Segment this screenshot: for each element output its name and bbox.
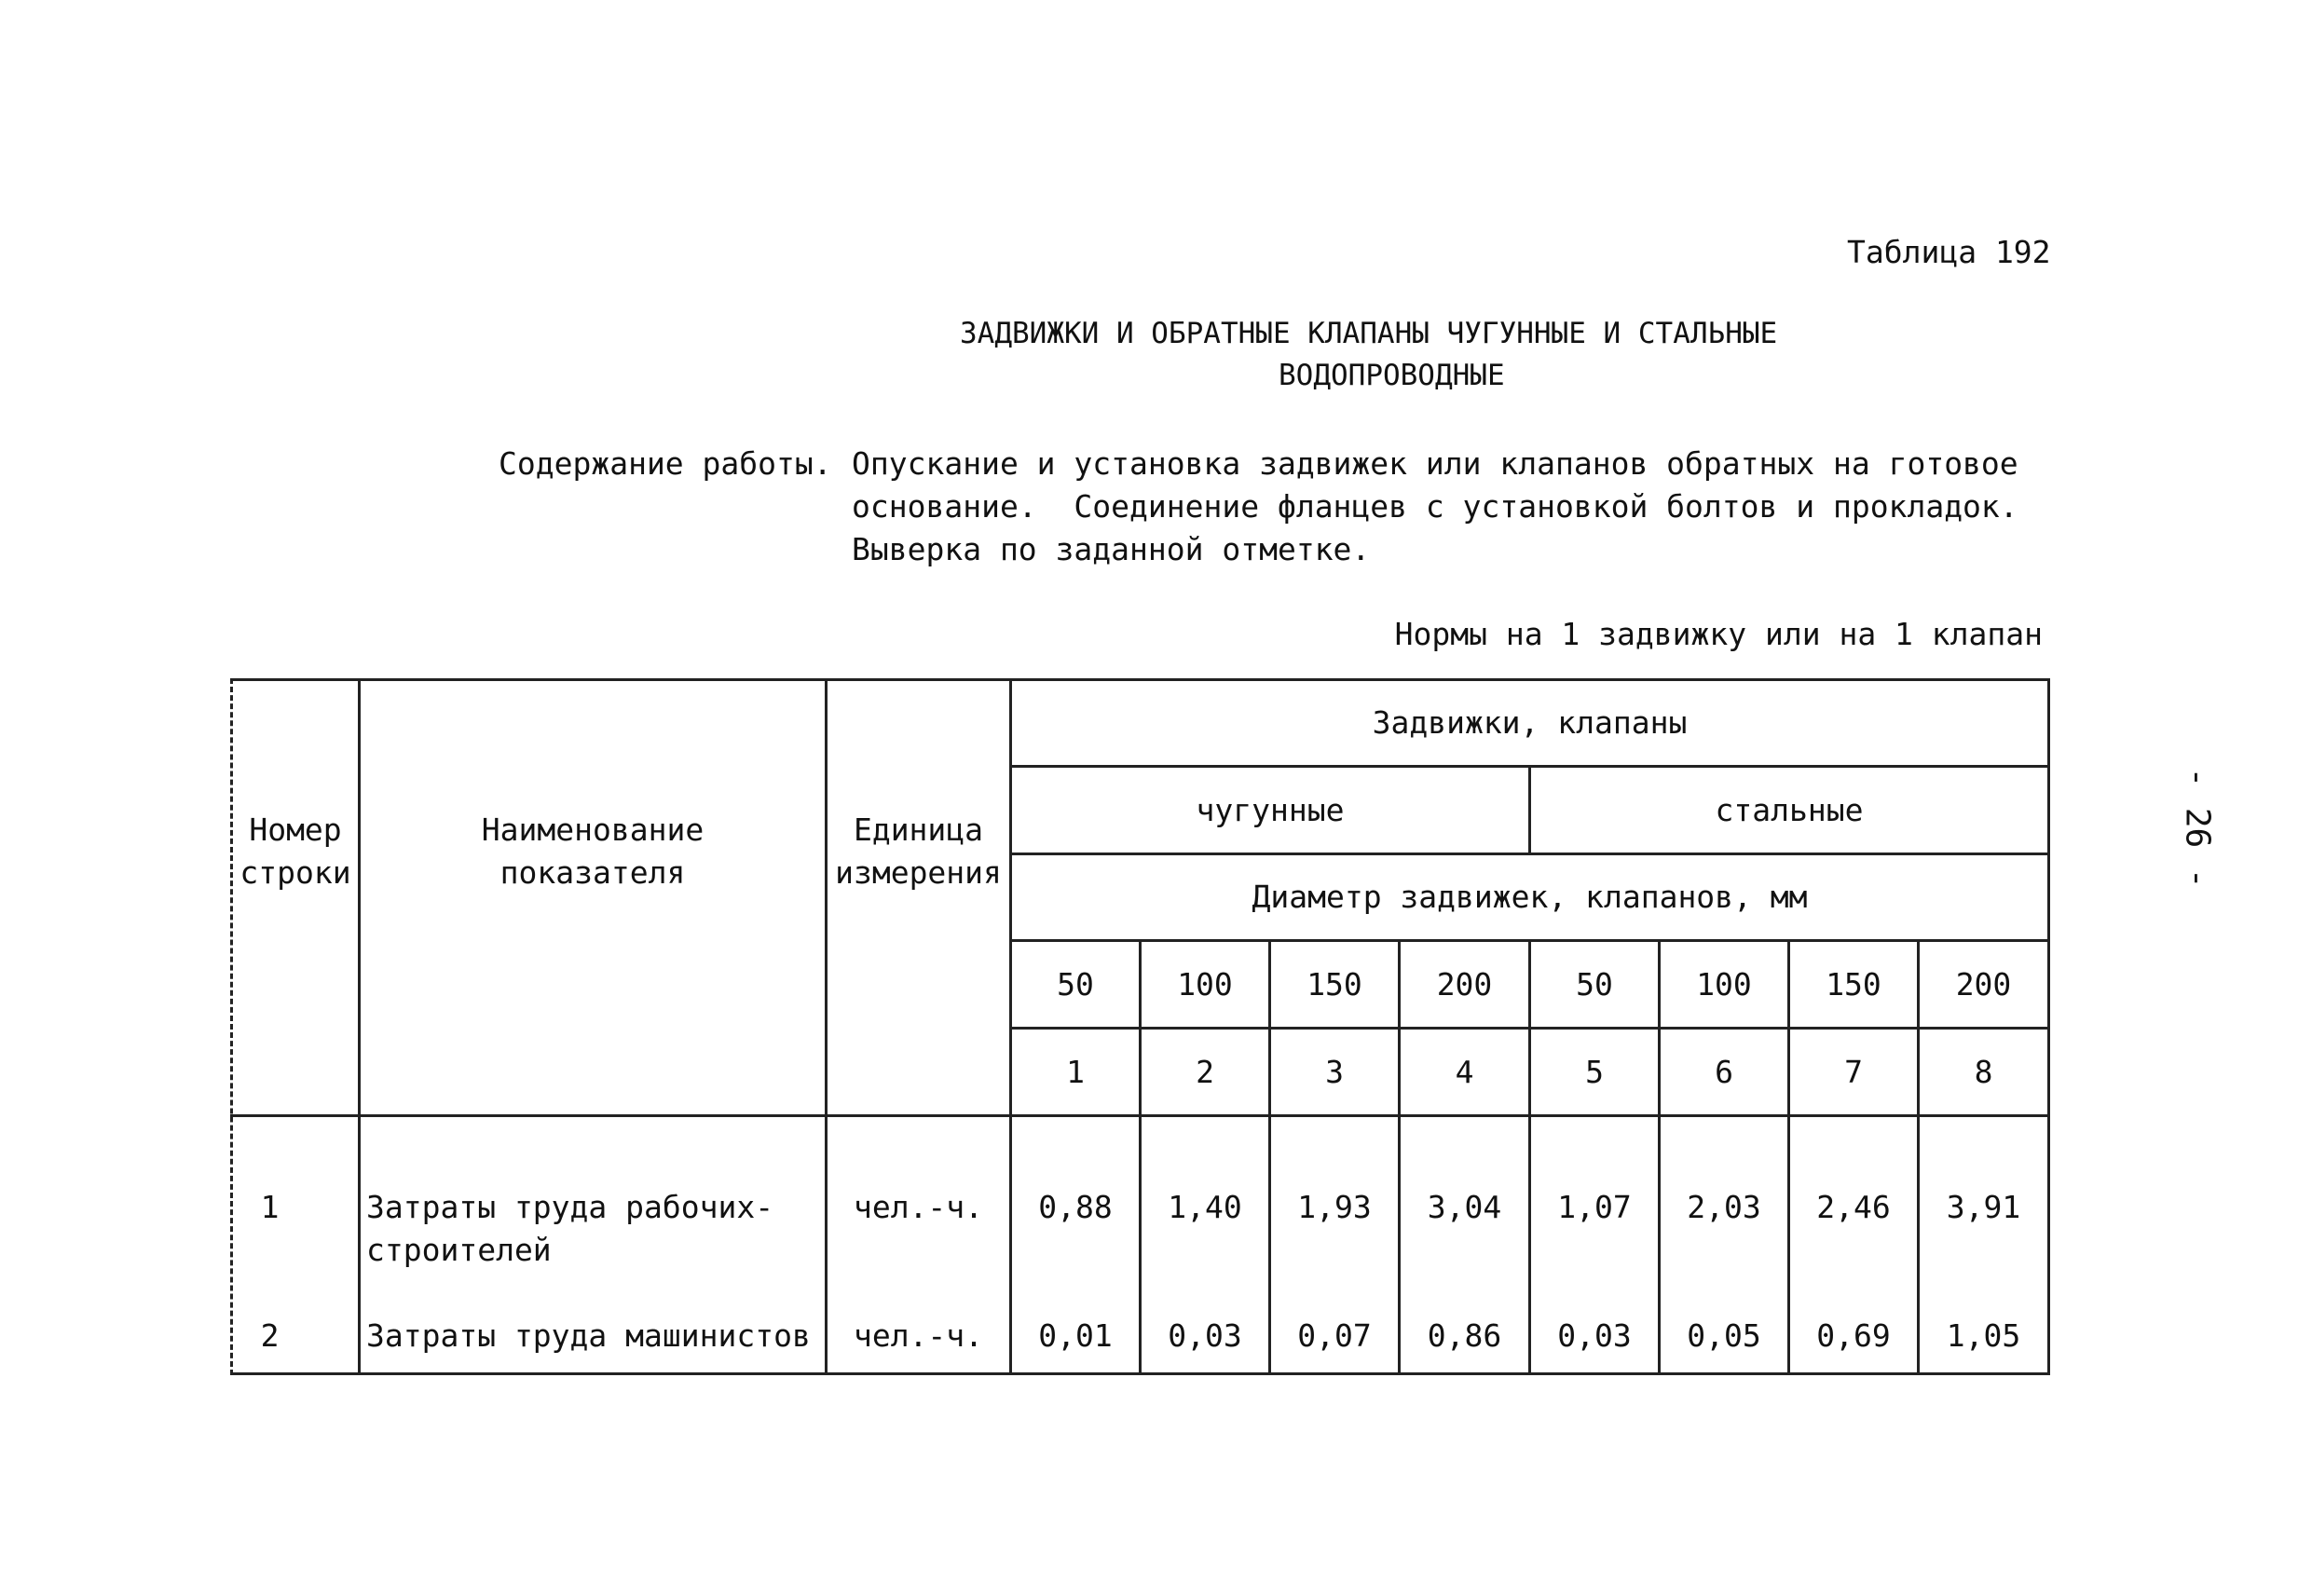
diameter-cell: 50	[1057, 965, 1094, 1003]
value-cell: 1,93	[1297, 1189, 1372, 1225]
value-cell: 2,46	[1816, 1189, 1891, 1225]
table-title-line-1: ЗАДВИЖКИ И ОБРАТНЫЕ КЛАПАНЫ ЧУГУННЫЕ И СТАЛЬНЫЕ	[960, 317, 1778, 350]
row-unit: чел.-ч.	[853, 1189, 984, 1225]
column-number-cell: 5	[1585, 1053, 1604, 1090]
value-cell: 0,86	[1427, 1317, 1502, 1354]
column-number-cell: 4	[1455, 1053, 1474, 1090]
value-cell: 3,04	[1427, 1189, 1502, 1225]
column-number-cell: 7	[1844, 1053, 1863, 1090]
diameter-cell: 50	[1576, 965, 1613, 1003]
diameter-cell: 100	[1177, 965, 1233, 1003]
value-cell: 0,03	[1557, 1317, 1632, 1354]
diameter-cell: 150	[1826, 965, 1881, 1003]
rule-after-number	[358, 678, 361, 1375]
norms-note: Нормы на 1 задвижку или на 1 клапан	[1394, 616, 2043, 652]
value-cell: 0,07	[1297, 1317, 1372, 1354]
header-steel: стальные	[1715, 791, 1864, 828]
table-title-line-2: ВОДОПРОВОДНЫЕ	[1279, 359, 1505, 392]
row-indicator-name: Затраты труда машинистов	[366, 1317, 811, 1354]
value-cell: 1,05	[1946, 1317, 2021, 1354]
column-number-cell: 8	[1974, 1053, 1993, 1090]
header-cast-iron: чугунные	[1196, 791, 1345, 828]
diameter-cell: 150	[1306, 965, 1362, 1003]
norms-table	[230, 678, 2050, 1375]
work-content-text: Опускание и установка задвижек или клапанов обратных на готовое основание. Соединение фланцев с установкой болтов и прокладок. Выверка по заданной отметке.	[852, 445, 2018, 567]
row-indicator-name: Затраты труда рабочих- строителей	[366, 1189, 774, 1268]
value-cell: 0,05	[1687, 1317, 1761, 1354]
diameter-cell: 200	[1955, 965, 2012, 1003]
value-cell: 0,69	[1816, 1317, 1891, 1354]
column-number-cell: 1	[1066, 1053, 1085, 1090]
value-cell: 1,07	[1557, 1189, 1632, 1225]
diameter-cell: 200	[1436, 965, 1493, 1003]
header-indicator-name: Наименование показателя	[481, 812, 705, 891]
value-cell: 3,91	[1946, 1189, 2021, 1225]
rule-after-indicator	[825, 678, 828, 1375]
header-valves-group: Задвижки, клапаны	[1372, 704, 1688, 741]
table-right-border	[2047, 678, 2050, 1375]
diameter-cell: 100	[1696, 965, 1752, 1003]
column-number-cell: 2	[1196, 1053, 1214, 1090]
value-cell: 2,03	[1687, 1189, 1761, 1225]
value-cell: 0,01	[1038, 1317, 1113, 1354]
value-cell: 0,88	[1038, 1189, 1113, 1225]
table-left-border	[230, 678, 233, 1375]
header-diameter: Диаметр задвижек, клапанов, мм	[1252, 879, 1808, 915]
work-content-label: Содержание работы.	[499, 445, 832, 482]
row-unit: чел.-ч.	[853, 1317, 984, 1354]
row-number: 2	[260, 1317, 280, 1354]
table-number-label: Таблица 192	[1847, 234, 2051, 270]
row-number: 1	[260, 1189, 280, 1225]
column-number-cell: 3	[1325, 1053, 1344, 1090]
header-row-number: Номер строки	[239, 812, 351, 891]
page-number: - 26 -	[2178, 767, 2217, 889]
value-cell: 1,40	[1168, 1189, 1242, 1225]
value-cell: 0,03	[1168, 1317, 1242, 1354]
column-number-cell: 6	[1715, 1053, 1733, 1090]
header-unit: Единица измерения	[835, 812, 1002, 891]
